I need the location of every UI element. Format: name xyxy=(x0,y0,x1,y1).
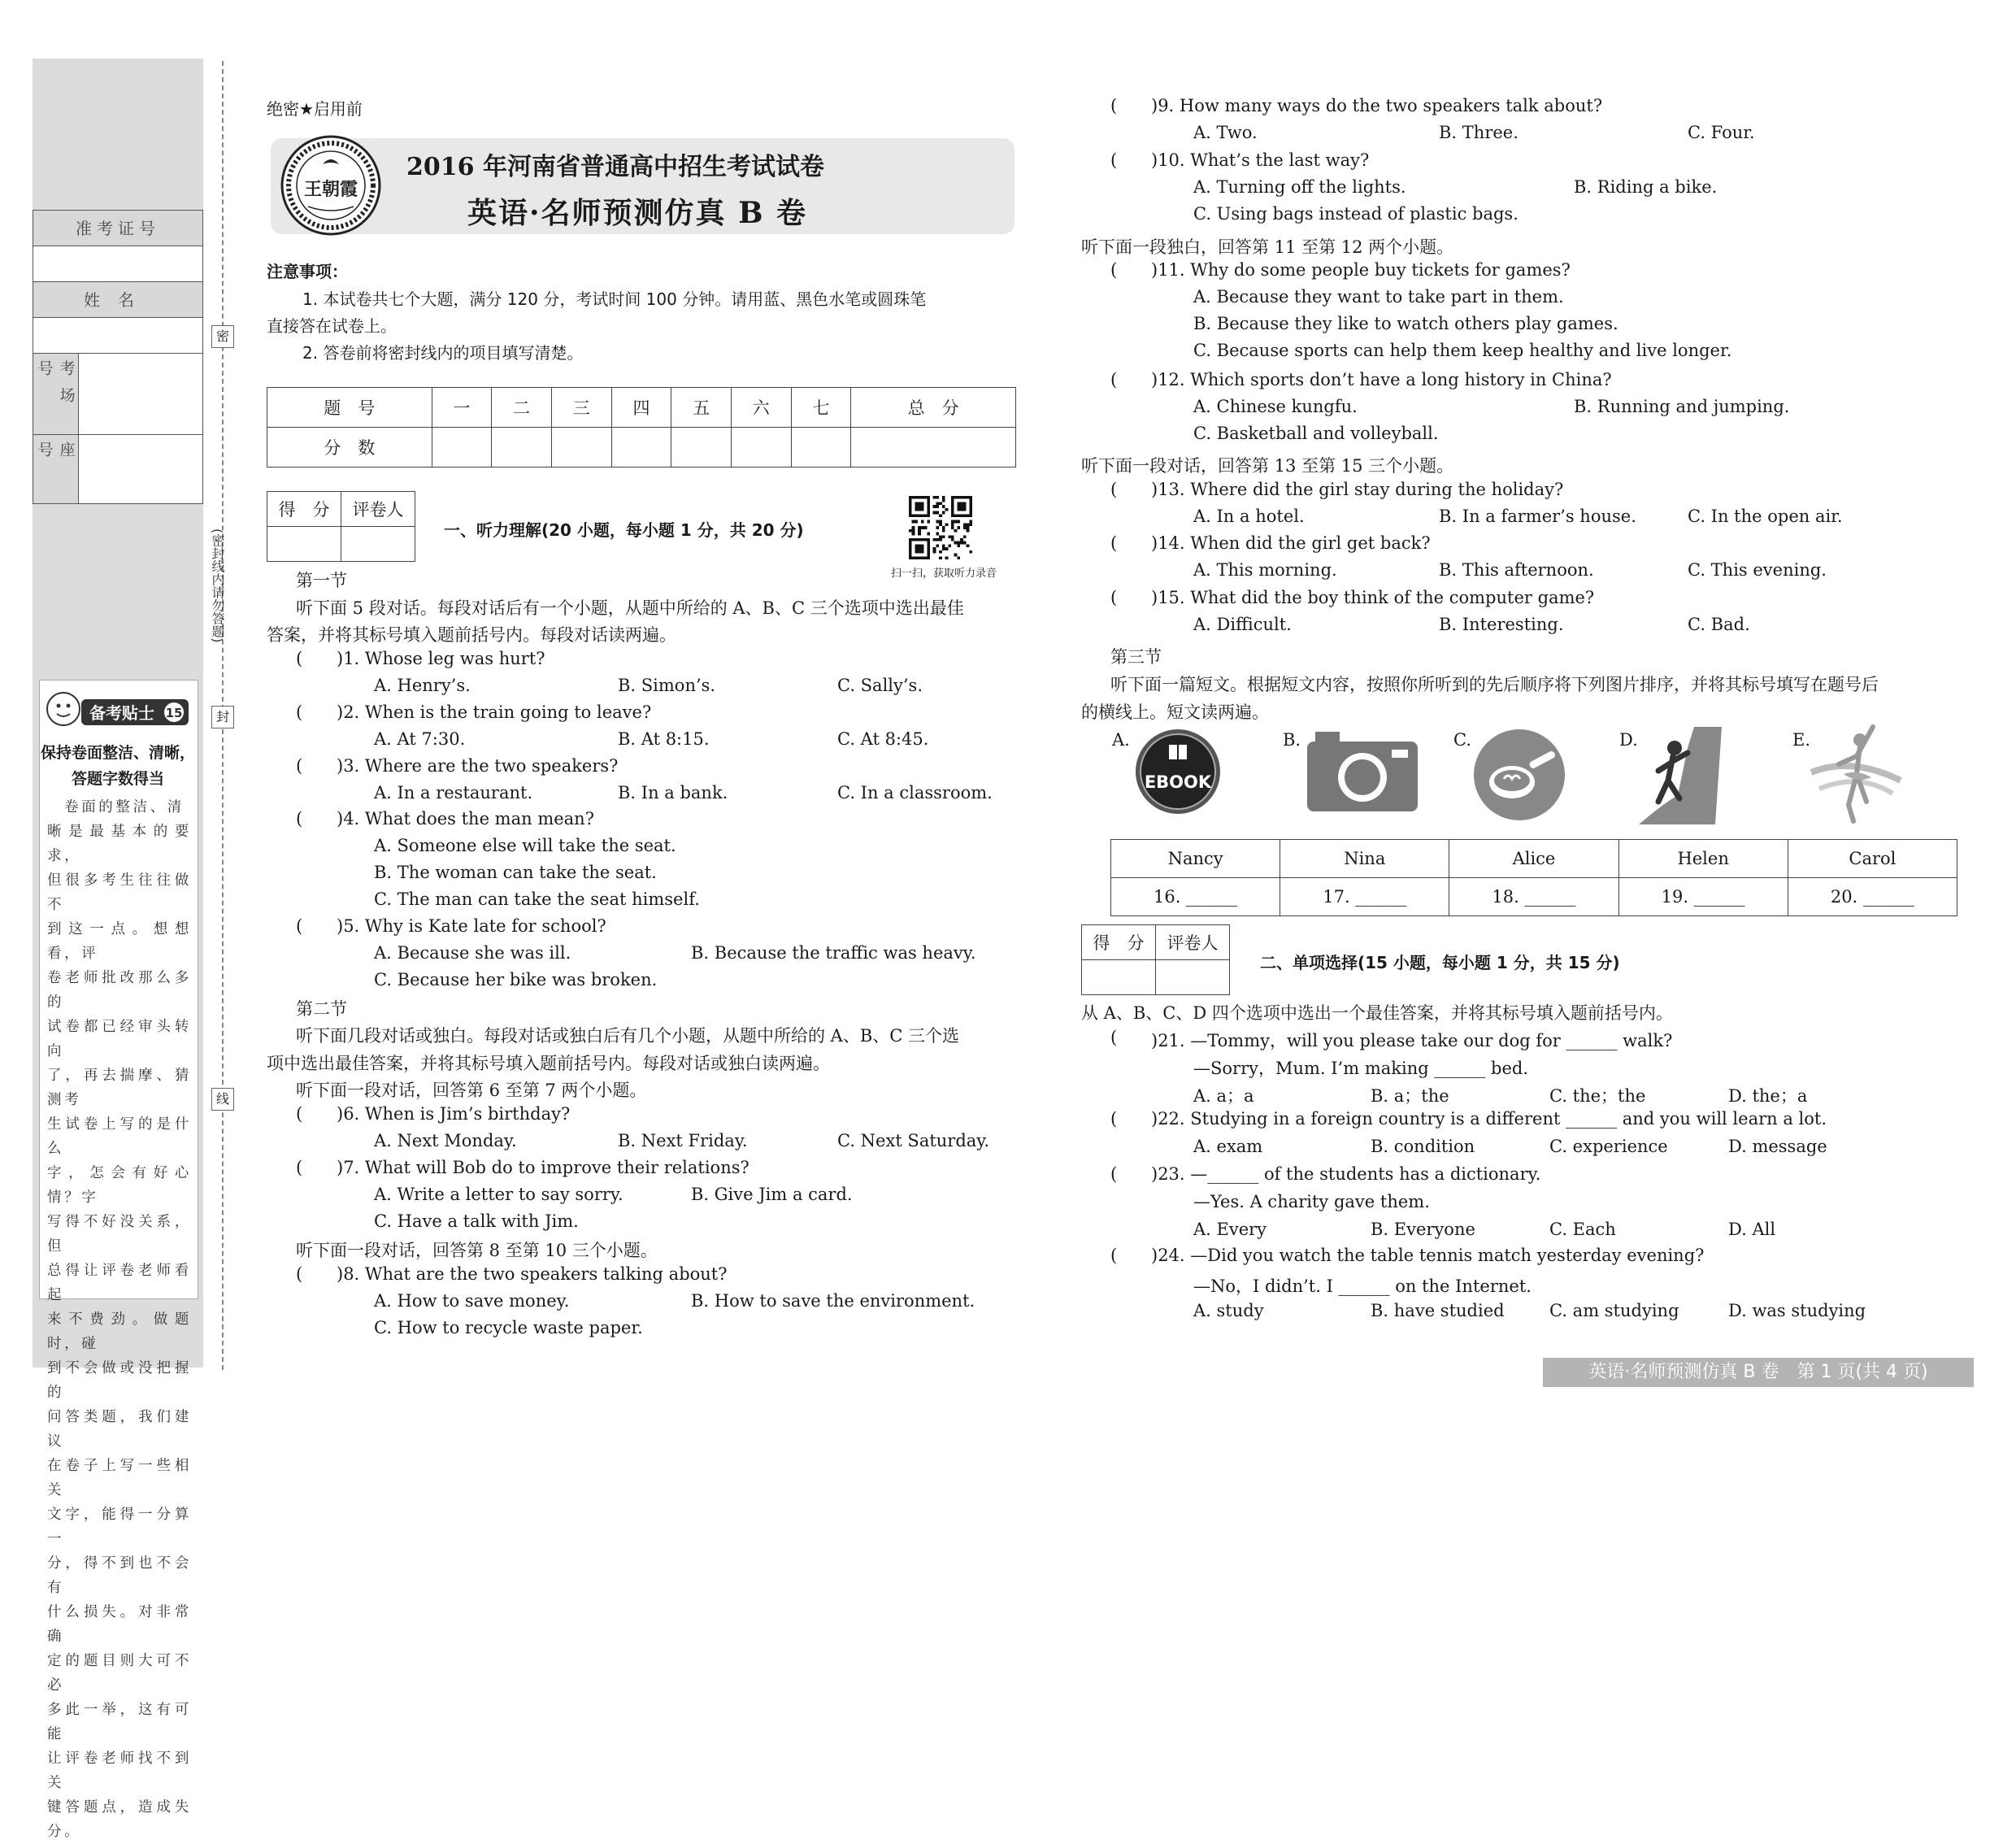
score-table-score-cell[interactable] xyxy=(731,428,791,468)
exam-room-field[interactable] xyxy=(33,354,202,435)
q2-answer-bracket[interactable]: ( xyxy=(296,702,303,722)
q10-answer-bracket[interactable]: ( xyxy=(1110,150,1118,170)
q1-option-c: C. Sally’s. xyxy=(837,676,923,695)
score-table-header-cell: 六 xyxy=(731,388,791,428)
study-tip-line: 问答类题，我们建议 xyxy=(47,1409,192,1450)
q8-option-b: B. How to save the environment. xyxy=(691,1291,975,1311)
q14-option-c: C. This evening. xyxy=(1688,560,1827,580)
q4-option-b: B. The woman can take the seat. xyxy=(374,863,657,882)
score-table-header-cell: 总 分 xyxy=(851,388,1016,428)
study-tip-line: 文字，能得一分算一 xyxy=(47,1507,192,1547)
picture-label-e: E. xyxy=(1792,730,1811,750)
q2-stem: )2. When is the train going to leave? xyxy=(337,702,652,722)
score-table-row-label: 分 数 xyxy=(267,428,432,468)
q5-option-b: B. Because the traffic was heavy. xyxy=(691,943,976,963)
q21-option-c: C. the；the xyxy=(1549,1086,1646,1106)
listen-prompt-11-12: 听下面一段独白，回答第 11 至第 12 两个小题。 xyxy=(1081,237,1454,257)
study-tip-line: 试卷都已经审头转向 xyxy=(47,1019,192,1059)
q14-answer-bracket[interactable]: ( xyxy=(1110,533,1118,553)
q22-option-c: C. experience xyxy=(1549,1137,1668,1156)
q24-option-c: C. am studying xyxy=(1549,1301,1679,1320)
study-tip-line: 让评卷老师找不到关 xyxy=(47,1750,192,1791)
listen-prompt-8-10: 听下面一段对话，回答第 8 至第 10 三个小题。 xyxy=(296,1241,658,1260)
q3-option-b: B. In a bank. xyxy=(618,783,728,802)
study-tip-line: 了，再去揣摩、猜测考 xyxy=(47,1068,192,1108)
q10-option-c: C. Using bags instead of plastic bags. xyxy=(1193,204,1519,224)
picture-person-name: Nina xyxy=(1280,840,1449,878)
score-label-2: 得 分 xyxy=(1082,925,1156,960)
q22-option-b: B. condition xyxy=(1371,1137,1475,1156)
study-tip-line: 什么损失。对非常确 xyxy=(47,1604,192,1645)
q24-option-a: A. study xyxy=(1193,1301,1264,1320)
grader-label: 评卷人 xyxy=(341,492,415,527)
q6-stem: )6. When is Jim’s birthday? xyxy=(337,1104,571,1124)
score-table xyxy=(267,387,1016,468)
score-table-header-label: 题 号 xyxy=(267,388,432,428)
q5-stem: )5. Why is Kate late for school? xyxy=(337,916,606,936)
study-tip-line: 分，得不到也不会有 xyxy=(47,1555,192,1596)
q24-stem: )24. —Did you watch the table tennis match yesterday evening? xyxy=(1151,1246,1705,1265)
seal-mark-mi: 密 xyxy=(211,325,234,348)
name-label: 姓名 xyxy=(33,282,202,318)
score-table-header-cell: 一 xyxy=(432,388,492,428)
section1-title: 一、听力理解(20 小题，每小题 1 分，共 20 分) xyxy=(444,520,804,540)
listen-prompt-13-15: 听下面一段对话，回答第 13 至第 15 三个小题。 xyxy=(1081,456,1454,476)
study-tip-title-line1: 保持卷面整洁、清晰， xyxy=(40,744,195,762)
picture-label-d: D. xyxy=(1619,730,1638,750)
q4-option-c: C. The man can take the seat himself. xyxy=(374,889,700,909)
q7-option-a: A. Write a letter to say sorry. xyxy=(374,1185,623,1204)
q7-answer-bracket[interactable]: ( xyxy=(296,1158,303,1177)
score-cell-2[interactable] xyxy=(1082,960,1156,995)
q1-answer-bracket[interactable]: ( xyxy=(296,649,303,668)
candidate-info-box xyxy=(33,210,203,504)
q7-option-c: C. Have a talk with Jim. xyxy=(374,1211,579,1231)
q6-option-c: C. Next Saturday. xyxy=(837,1131,990,1150)
exam-number-field[interactable] xyxy=(33,246,202,282)
score-table-score-cell[interactable] xyxy=(791,428,851,468)
study-tip-line: 晰是最基本的要求， xyxy=(47,824,192,864)
q10-option-a: A. Turning off the lights. xyxy=(1193,177,1406,197)
q22-option-d: D. message xyxy=(1728,1137,1827,1156)
q8-answer-bracket[interactable]: ( xyxy=(296,1264,303,1284)
q3-option-a: A. In a restaurant. xyxy=(374,783,533,802)
ebook-icon-text: EBOOK xyxy=(1144,772,1212,792)
q24-option-b: B. have studied xyxy=(1371,1301,1505,1320)
q8-option-a: A. How to save money. xyxy=(374,1291,570,1311)
score-table-header-cell: 五 xyxy=(671,388,732,428)
score-table-score-cell[interactable] xyxy=(611,428,671,468)
ebook-icon xyxy=(1133,727,1223,816)
section2-instructions: 从 A、B、C、D 四个选项中选出一个最佳答案，并将其标号填入题前括号内。 xyxy=(1081,1003,1673,1023)
notes-heading: 注意事项： xyxy=(267,262,348,281)
study-tip-banner xyxy=(44,685,192,735)
picture-person-name: Carol xyxy=(1788,840,1957,878)
q13-option-a: A. In a hotel. xyxy=(1193,507,1305,526)
q5-option-c: C. Because her bike was broken. xyxy=(374,970,658,989)
seal-mark-xian: 线 xyxy=(211,1088,234,1111)
study-tip-line: 定的题目则大可不必 xyxy=(47,1653,192,1694)
q24-option-d: D. was studying xyxy=(1728,1301,1866,1320)
q21-reply: —Sorry，Mum. I’m making ______ bed. xyxy=(1193,1059,1529,1078)
q14-stem: )14. When did the girl get back? xyxy=(1151,533,1431,553)
q5-option-a: A. Because she was ill. xyxy=(374,943,571,963)
qr-caption: 扫一扫，获取听力录音 xyxy=(891,568,997,580)
seat-number-label: 座号 xyxy=(33,435,79,503)
q1-option-b: B. Simon’s. xyxy=(618,676,716,695)
q23-option-b: B. Everyone xyxy=(1371,1220,1475,1239)
notes-line1: 1. 本试卷共七个大题，满分 120 分，考试时间 100 分钟。请用蓝、黑色水笔或圆珠笔 xyxy=(302,289,927,309)
q6-option-a: A. Next Monday. xyxy=(374,1131,517,1150)
q24-answer-bracket[interactable]: ( xyxy=(1110,1246,1118,1265)
exam-title: 2016 年河南省普通高中招生考试试卷 xyxy=(406,153,824,181)
picture-answer-blank[interactable]: 19. ______ xyxy=(1618,878,1788,916)
q15-stem: )15. What did the boy think of the computer game? xyxy=(1151,588,1595,607)
q8-option-c: C. How to recycle waste paper. xyxy=(374,1318,643,1337)
q23-stem: )23. —______ of the students has a dictionary. xyxy=(1151,1164,1541,1184)
q5-answer-bracket[interactable]: ( xyxy=(296,916,303,936)
seal-note: (密封线内请勿答题) xyxy=(210,528,225,643)
picture-label-b: B. xyxy=(1283,730,1301,750)
study-tip-line: 来不费劲。做题时，碰 xyxy=(47,1311,192,1352)
picture-answer-blank[interactable]: 20. ______ xyxy=(1788,878,1957,916)
study-tip-line: 卷面的整洁、清 xyxy=(47,799,185,815)
score-table-header-cell: 四 xyxy=(611,388,671,428)
picture-person-name: Alice xyxy=(1449,840,1618,878)
q15-option-b: B. Interesting. xyxy=(1439,615,1564,634)
q21-option-b: B. a；the xyxy=(1371,1086,1449,1106)
q13-stem: )13. Where did the girl stay during the holiday? xyxy=(1151,480,1564,499)
publisher-logo-seal xyxy=(279,133,383,237)
q14-option-a: A. This morning. xyxy=(1193,560,1337,580)
q1-stem: )1. Whose leg was hurt? xyxy=(337,649,545,668)
score-table-score-cell[interactable] xyxy=(492,428,552,468)
grader-cell[interactable] xyxy=(341,527,415,562)
exam-number-label: 准考证号 xyxy=(33,211,202,246)
part3-instructions-cont: 的横线上。短文读两遍。 xyxy=(1081,702,1269,722)
q23-reply: —Yes. A charity gave them. xyxy=(1193,1192,1430,1211)
q7-option-b: B. Give Jim a card. xyxy=(691,1185,853,1204)
q2-option-c: C. At 8:45. xyxy=(837,729,929,749)
section2-title: 二、单项选择(15 小题，每小题 1 分，共 15 分) xyxy=(1260,953,1620,972)
q1-option-a: A. Henry’s. xyxy=(374,676,471,695)
study-tip-body xyxy=(47,795,192,1844)
q2-option-a: A. At 7:30. xyxy=(374,729,466,749)
q21-option-d: D. the；a xyxy=(1728,1086,1808,1106)
q6-answer-bracket[interactable]: ( xyxy=(296,1104,303,1124)
grader-label-2: 评卷人 xyxy=(1156,925,1230,960)
picture-person-name: Nancy xyxy=(1111,840,1280,878)
part2-instructions: 听下面几段对话或独白。每段对话或独白后有几个小题，从题中所给的 A、B、C 三个选 xyxy=(296,1026,960,1046)
q12-option-b: B. Running and jumping. xyxy=(1574,397,1790,416)
part3-heading: 第三节 xyxy=(1110,647,1162,667)
part3-instructions: 听下面一篇短文。根据短文内容，按照你所听到的先后顺序将下列图片排序，并将其标号填写在题号后 xyxy=(1110,675,1879,694)
confidential-mark: 绝密★启用前 xyxy=(267,99,363,119)
seat-number-field[interactable] xyxy=(33,435,202,503)
study-tip-line: 但很多考生往往做不 xyxy=(47,872,192,913)
q21-option-a: A. a；a xyxy=(1193,1086,1254,1106)
q7-stem: )7. What will Bob do to improve their relations? xyxy=(337,1158,749,1177)
score-table-header-cell: 二 xyxy=(492,388,552,428)
q12-answer-bracket[interactable]: ( xyxy=(1110,370,1118,389)
picture-answer-blank[interactable]: 17. ______ xyxy=(1280,878,1449,916)
part1-heading: 第一节 xyxy=(296,571,347,590)
q13-answer-bracket[interactable]: ( xyxy=(1110,480,1118,499)
part2-heading: 第二节 xyxy=(296,999,347,1019)
q9-option-c: C. Four. xyxy=(1688,123,1755,142)
part2-instructions-cont: 项中选出最佳答案，并将其标号填入题前括号内。每段对话或独白读两遍。 xyxy=(267,1054,830,1073)
study-tip-banner-text: 备考贴士 xyxy=(89,703,154,723)
q23-option-a: A. Every xyxy=(1193,1220,1267,1239)
q14-option-b: B. This afternoon. xyxy=(1439,560,1594,580)
q11-option-a: A. Because they want to take part in them. xyxy=(1193,287,1564,307)
qr-code-icon[interactable] xyxy=(909,496,972,559)
picture-label-a: A. xyxy=(1112,730,1130,750)
q3-option-c: C. In a classroom. xyxy=(837,783,993,802)
study-tip-number: 15 xyxy=(165,706,183,720)
q12-option-c: C. Basketball and volleyball. xyxy=(1193,424,1439,443)
grader-cell-2[interactable] xyxy=(1156,960,1230,995)
q9-stem: )9. How many ways do the two speakers talk about? xyxy=(1151,96,1603,115)
notes-line1-cont: 直接答在试卷上。 xyxy=(267,316,397,336)
grader-box-2 xyxy=(1081,924,1230,995)
picture-person-name: Helen xyxy=(1618,840,1788,878)
study-tip-title-line2: 答题字数得当 xyxy=(71,770,164,788)
score-table-header-cell: 三 xyxy=(551,388,611,428)
part1-instructions: 听下面 5 段对话。每段对话后有一个小题，从题中所给的 A、B、C 三个选项中选出最佳 xyxy=(296,598,964,618)
part1-instructions-cont: 答案，并将其标号填入题前括号内。每段对话读两遍。 xyxy=(267,625,676,645)
q24-reply: —No，I didn’t. I ______ on the Internet. xyxy=(1193,1276,1532,1296)
study-tip-line: 生试卷上写的是什么 xyxy=(47,1116,192,1157)
q21-stem: )21. —Tommy，will you please take our dog for ______ walk? xyxy=(1151,1031,1673,1050)
study-tip-line: 多此一举，这有可能 xyxy=(47,1702,192,1742)
climbing-icon xyxy=(1637,724,1727,824)
q22-option-a: A. exam xyxy=(1193,1137,1263,1156)
q22-stem: )22. Studying in a foreign country is a different ______ and you will learn a lot. xyxy=(1151,1109,1827,1129)
q21-answer-bracket[interactable]: ( xyxy=(1110,1028,1118,1047)
study-tip-line: 键答题点，造成失分。 xyxy=(47,1799,192,1840)
score-table-header-cell: 七 xyxy=(791,388,851,428)
q4-option-a: A. Someone else will take the seat. xyxy=(374,836,676,855)
q15-option-c: C. Bad. xyxy=(1688,615,1750,634)
study-tip-line: 写得不好没关系，但 xyxy=(47,1214,192,1255)
picture-answer-blank[interactable]: 16. ______ xyxy=(1111,878,1280,916)
q15-answer-bracket[interactable]: ( xyxy=(1110,588,1118,607)
q4-answer-bracket[interactable]: ( xyxy=(296,809,303,828)
q11-stem: )11. Why do some people buy tickets for games? xyxy=(1151,260,1571,280)
q9-answer-bracket[interactable]: ( xyxy=(1110,96,1118,115)
notes-line2: 2. 答卷前将密封线内的项目填写清楚。 xyxy=(302,343,584,363)
grader-box-1 xyxy=(267,491,415,562)
q10-option-b: B. Riding a bike. xyxy=(1574,177,1718,197)
study-tip-line: 总得让评卷老师看起 xyxy=(47,1263,192,1303)
study-tip-line: 到这一点。想想看，评 xyxy=(47,921,192,962)
study-tip-line: 卷老师批改那么多的 xyxy=(47,970,192,1011)
q8-stem: )8. What are the two speakers talking about? xyxy=(337,1264,728,1284)
study-tip-line: 在卷子上写一些相关 xyxy=(47,1458,192,1498)
exam-room-label: 考场号 xyxy=(33,354,79,434)
name-field[interactable] xyxy=(33,318,202,354)
study-tip-line: 到不会做或没把握的 xyxy=(47,1360,192,1401)
q9-option-b: B. Three. xyxy=(1439,123,1519,142)
score-label: 得 分 xyxy=(267,492,341,527)
score-table-score-cell[interactable] xyxy=(851,428,1016,468)
q23-answer-bracket[interactable]: ( xyxy=(1110,1164,1118,1184)
q3-stem: )3. Where are the two speakers? xyxy=(337,756,619,776)
q3-answer-bracket[interactable]: ( xyxy=(296,756,303,776)
score-table-score-cell[interactable] xyxy=(432,428,492,468)
score-table-score-cell[interactable] xyxy=(671,428,732,468)
exam-subtitle: 英语·名师预测仿真 B 卷 xyxy=(467,196,808,230)
study-tip-line: 字，怎会有好心情？字 xyxy=(47,1165,192,1206)
picture-order-table xyxy=(1110,839,1957,916)
q23-option-d: D. All xyxy=(1728,1220,1776,1239)
q9-option-a: A. Two. xyxy=(1193,123,1258,142)
listen-prompt-6-7: 听下面一段对话，回答第 6 至第 7 两个小题。 xyxy=(296,1081,647,1100)
score-cell[interactable] xyxy=(267,527,341,562)
cooking-pan-icon xyxy=(1471,727,1567,823)
q23-option-c: C. Each xyxy=(1549,1220,1616,1239)
q13-option-c: C. In the open air. xyxy=(1688,507,1843,526)
q2-option-b: B. At 8:15. xyxy=(618,729,710,749)
q12-stem: )12. Which sports don’t have a long history in China? xyxy=(1151,370,1612,389)
q11-option-c: C. Because sports can help them keep healthy and live longer. xyxy=(1193,341,1732,360)
q12-option-a: A. Chinese kungfu. xyxy=(1193,397,1358,416)
q13-option-b: B. In a farmer’s house. xyxy=(1439,507,1636,526)
page-footer: 英语·名师预测仿真 B 卷 第 1 页(共 4 页) xyxy=(1543,1358,1974,1387)
score-table-score-cell[interactable] xyxy=(551,428,611,468)
study-tip-title xyxy=(39,740,197,792)
q10-stem: )10. What’s the last way? xyxy=(1151,150,1370,170)
q6-option-b: B. Next Friday. xyxy=(618,1131,748,1150)
seal-mark-feng: 封 xyxy=(211,706,234,728)
camera-icon xyxy=(1304,727,1421,815)
q15-option-a: A. Difficult. xyxy=(1193,615,1292,634)
q11-option-b: B. Because they like to watch others play games. xyxy=(1193,314,1618,333)
svg-text:王朝霞: 王朝霞 xyxy=(303,179,358,200)
picture-label-c: C. xyxy=(1453,730,1471,750)
q11-answer-bracket[interactable]: ( xyxy=(1110,260,1118,280)
ballet-dancer-icon xyxy=(1803,724,1909,829)
picture-answer-blank[interactable]: 18. ______ xyxy=(1449,878,1618,916)
q4-stem: )4. What does the man mean? xyxy=(337,809,594,828)
q22-answer-bracket[interactable]: ( xyxy=(1110,1109,1118,1129)
